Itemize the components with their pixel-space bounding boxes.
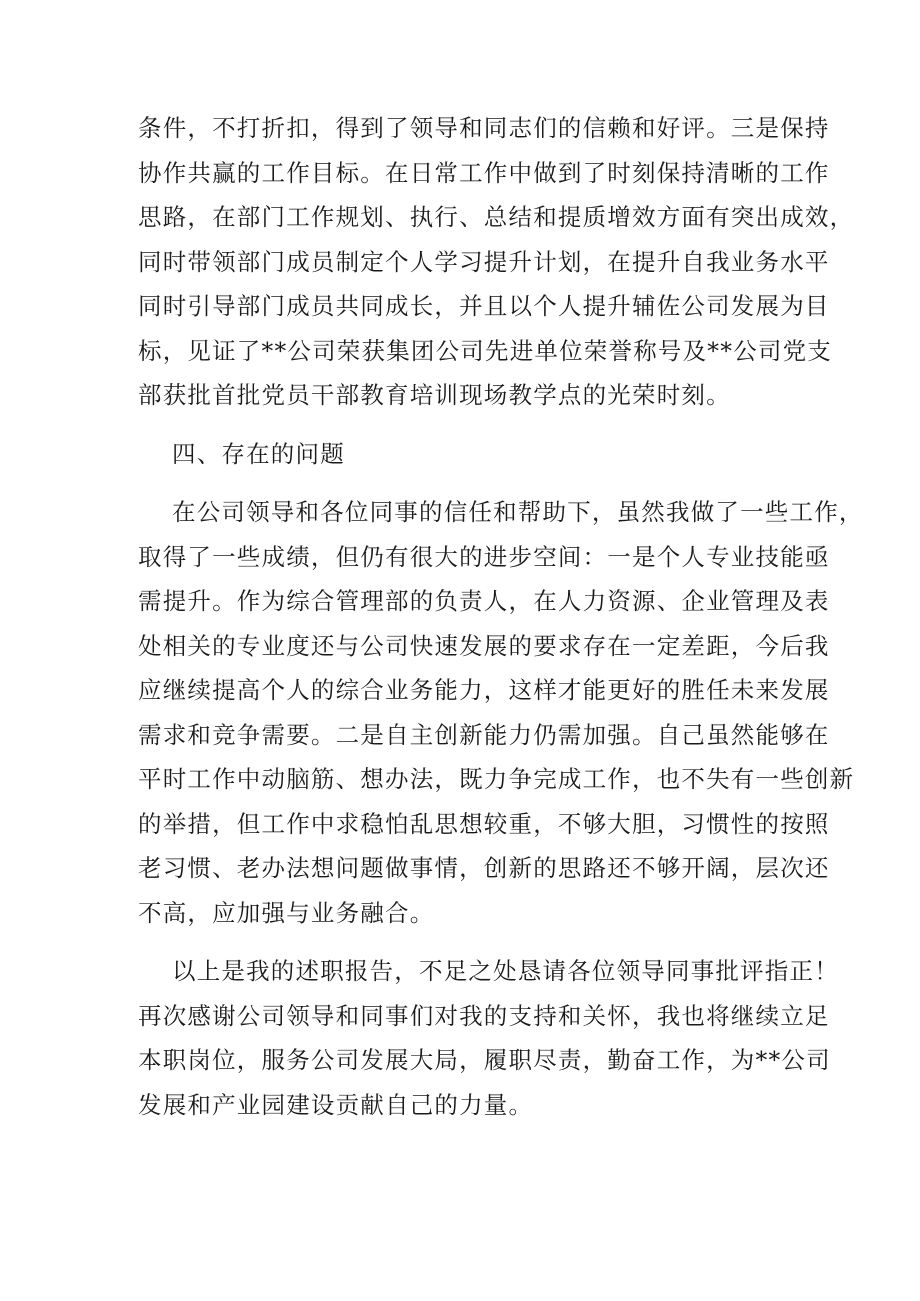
spacer	[138, 935, 798, 949]
paragraph-line: 本职岗位，服务公司发展大局，履职尽责，勤奋工作，为**公司	[138, 1046, 831, 1074]
paragraph-line: 再次感谢公司领导和同事们对我的支持和关怀，我也将继续立足	[138, 1001, 830, 1030]
paragraph-line: 思路，在部门工作规划、执行、总结和提质增效方面有突出成效，	[138, 203, 855, 231]
paragraph-line: 平时工作中动脑筋、想办法，既力争完成工作，也不失有一些创新	[138, 765, 855, 793]
paragraph-line: 应继续提高个人的综合业务能力，这样才能更好的胜任未来发展	[138, 676, 830, 704]
paragraph-line: 的举措，但工作中求稳怕乱思想较重，不够大胆，习惯性的按照	[138, 809, 830, 838]
paragraph-line: 条件，不打折扣，得到了领导和同志们的信赖和好评。三是保持	[138, 114, 830, 142]
paragraph-line: 标，见证了**公司荣获集团公司先进单位荣誉称号及**公司党支	[138, 336, 832, 365]
paragraph-1	[138, 106, 855, 418]
paragraph-line: 同时带领部门成员制定个人学习提升计划，在提升自我业务水平	[138, 247, 830, 276]
paragraph-2	[138, 490, 864, 935]
spacer	[138, 476, 798, 490]
paragraph-3	[138, 949, 839, 1127]
paragraph-line: 需求和竞争需要。二是自主创新能力仍需加强。自己虽然能够在	[138, 720, 830, 749]
paragraph-line: 需提升。作为综合管理部的负责人，在人力资源、企业管理及表	[138, 587, 830, 615]
paragraph-line: 部获批首批党员干部教育培训现场教学点的光荣时刻。	[138, 381, 731, 409]
section-heading: 四、存在的问题	[172, 439, 345, 468]
paragraph-line: 以上是我的述职报告，不足之处恳请各位领导同事批评指正！	[172, 957, 839, 985]
paragraph-line: 取得了一些成绩，但仍有很大的进步空间：一是个人专业技能亟	[138, 542, 830, 571]
paragraph-line: 同时引导部门成员共同成长，并且以个人提升辅佐公司发展为目	[138, 292, 830, 320]
paragraph-line: 处相关的专业度还与公司快速发展的要求存在一定差距，今后我	[138, 631, 830, 660]
paragraph-line: 协作共赢的工作目标。在日常工作中做到了时刻保持清晰的工作	[138, 158, 830, 187]
paragraph-line: 在公司领导和各位同事的信任和帮助下，虽然我做了一些工作，	[172, 498, 864, 526]
spacer	[138, 418, 798, 432]
document-body	[138, 106, 864, 1127]
paragraph-line: 不高，应加强与业务融合。	[138, 898, 435, 927]
paragraph-line: 发展和产业园建设贡献自己的力量。	[138, 1090, 534, 1119]
paragraph-line: 老习惯、老办法想问题做事情，创新的思路还不够开阔，层次还	[138, 854, 830, 882]
